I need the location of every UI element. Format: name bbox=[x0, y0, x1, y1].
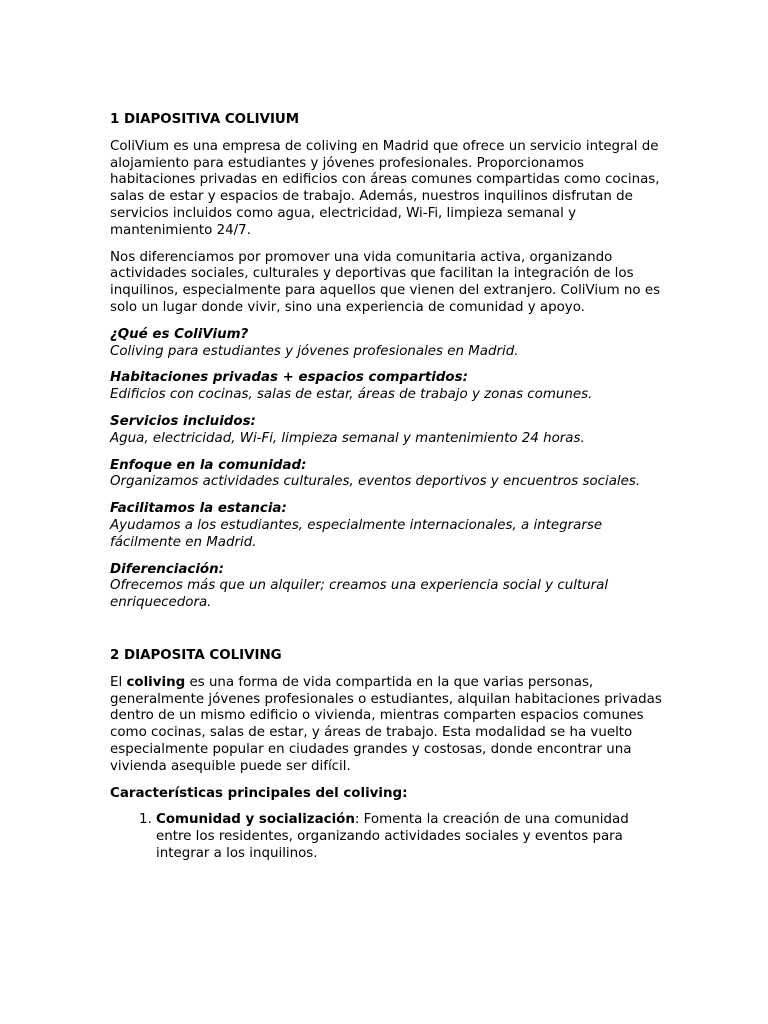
qa-block bbox=[110, 501, 662, 551]
section-2-heading: 2 DIAPOSITA COLIVING bbox=[110, 647, 282, 663]
qa-block bbox=[110, 458, 662, 492]
feature-item-text: : Fomenta la creación de una comunidad entre los residentes, organizando actividades sociales y eventos para integrar a los inquilinos. bbox=[156, 812, 629, 861]
qa-question: Enfoque en la comunidad: bbox=[110, 457, 307, 473]
section-spacer bbox=[110, 622, 662, 648]
qa-question: Servicios incluidos: bbox=[110, 413, 256, 429]
intro-text-start: El bbox=[110, 674, 127, 690]
section-2-intro bbox=[110, 675, 662, 776]
intro-text-rest: es una forma de vida compartida en la que varias personas, generalmente jóvenes profesionales o estudiantes, alquilan habitaciones privadas dentro de un mismo edificio o vivienda, mientras comparten espacios comunes como cocinas, salas de estar, y áreas de trabajo. Esta modalidad se ha vuelto especialmente popular en ciudades grandes y costosas, donde encontrar una vivienda asequible puede ser difícil. bbox=[110, 674, 662, 774]
features-list bbox=[110, 812, 662, 862]
qa-block bbox=[110, 414, 662, 448]
feature-item bbox=[156, 812, 662, 862]
qa-block bbox=[110, 327, 662, 361]
qa-answer: Agua, electricidad, Wi-Fi, limpieza semanal y mantenimiento 24 horas. bbox=[110, 430, 585, 446]
qa-block bbox=[110, 370, 662, 404]
qa-question: ¿Qué es ColiVium? bbox=[110, 326, 249, 342]
qa-question: Habitaciones privadas + espacios compartidos: bbox=[110, 370, 468, 386]
intro-bold-term: coliving bbox=[126, 674, 186, 690]
qa-answer: Coliving para estudiantes y jóvenes profesionales en Madrid. bbox=[110, 343, 519, 359]
qa-answer: Organizamos actividades culturales, eventos deportivos y encuentros sociales. bbox=[110, 474, 641, 490]
qa-question: Facilitamos la estancia: bbox=[110, 501, 287, 517]
feature-item-title: Comunidad y socialización bbox=[156, 812, 355, 828]
section-1-heading: 1 DIAPOSITIVA COLIVIUM bbox=[110, 112, 300, 127]
qa-answer: Ofrecemos más que un alquiler; creamos una experiencia social y cultural enriquecedora. bbox=[110, 578, 609, 611]
document-page bbox=[110, 112, 662, 863]
qa-answer: Ayudamos a los estudiantes, especialmente internacionales, a integrarse fácilmente en Madrid. bbox=[110, 517, 603, 550]
section-1-paragraph-1: ColiVium es una empresa de coliving en Madrid que ofrece un servicio integral de alojamiento para estudiantes y jóvenes profesionales. Proporcionamos habitaciones privadas en edificios con áreas comunes compartidas como cocinas, salas de estar y espacios de trabajo. Además, nuestros inquilinos disfrutan de servicios incluidos como agua, electricidad, Wi-Fi, limpieza semanal y mantenimiento 24/7. bbox=[110, 138, 660, 238]
section-1-paragraph-2: Nos diferenciamos por promover una vida comunitaria activa, organizando actividades sociales, culturales y deportivas que facilitan la integración de los inquilinos, especialmente para aquellos que vienen del extranjero. ColiVium no es solo un lugar donde vivir, sino una experiencia de comunidad y apoyo. bbox=[110, 249, 661, 315]
qa-answer: Edificios con cocinas, salas de estar, áreas de trabajo y zonas comunes. bbox=[110, 387, 593, 403]
features-title: Características principales del coliving: bbox=[110, 785, 408, 801]
qa-question: Diferenciación: bbox=[110, 561, 225, 577]
qa-block bbox=[110, 562, 662, 612]
